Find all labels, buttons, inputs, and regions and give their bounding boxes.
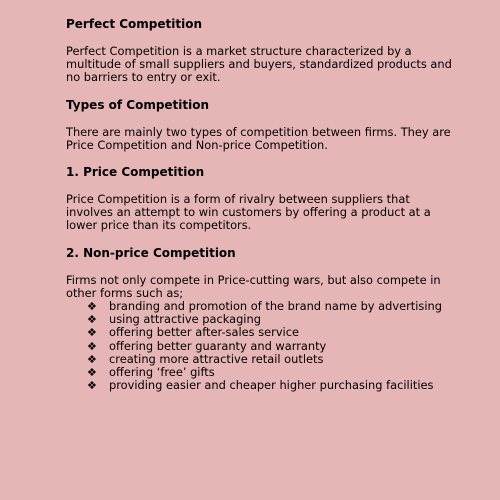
diamond-bullet-icon: ❖ [87,300,97,314]
list-item-text: offering ‘free’ gifts [109,365,215,380]
list-item-text: using attractive packaging [109,312,261,327]
diamond-bullet-icon: ❖ [87,366,97,380]
price-competition-heading: 1. Price Competition [66,165,205,180]
nonprice-competition-paragraph: Firms not only compete in Price-cutting wars, but also compete in other forms such as; [66,272,441,300]
bullet-list [66,300,460,392]
list-item-text: offering better after-sales service [109,325,299,340]
nonprice-competition-heading: 2. Non-price Competition [66,245,236,260]
types-heading: Types of Competition [66,97,210,112]
diamond-bullet-icon: ❖ [87,379,97,393]
price-competition-paragraph: Price Competition is a form of rivalry between suppliers that involves an attempt to win customers by offering a product at a lower price than its competitors. [66,192,431,233]
diamond-bullet-icon: ❖ [87,326,97,340]
document-title: Perfect Competition [66,17,203,31]
intro-paragraph: Perfect Competition is a market structure characterized by a multitude of small suppliers and buyers, standardized products and no barriers to entry or exit. [66,44,452,85]
list-item-text: branding and promotion of the brand name by advertising [109,299,442,314]
diamond-bullet-icon: ❖ [87,313,97,327]
list-item-text: providing easier and cheaper higher purchasing facilities [109,378,434,393]
diamond-bullet-icon: ❖ [87,339,97,353]
list-item-text: creating more attractive retail outlets [109,351,324,366]
list-item-text: offering better guaranty and warranty [109,338,327,353]
list-item [66,379,460,392]
types-paragraph: There are mainly two types of competition between firms. They are Price Competition and Non-price Competition. [66,124,451,152]
diamond-bullet-icon: ❖ [87,352,97,366]
